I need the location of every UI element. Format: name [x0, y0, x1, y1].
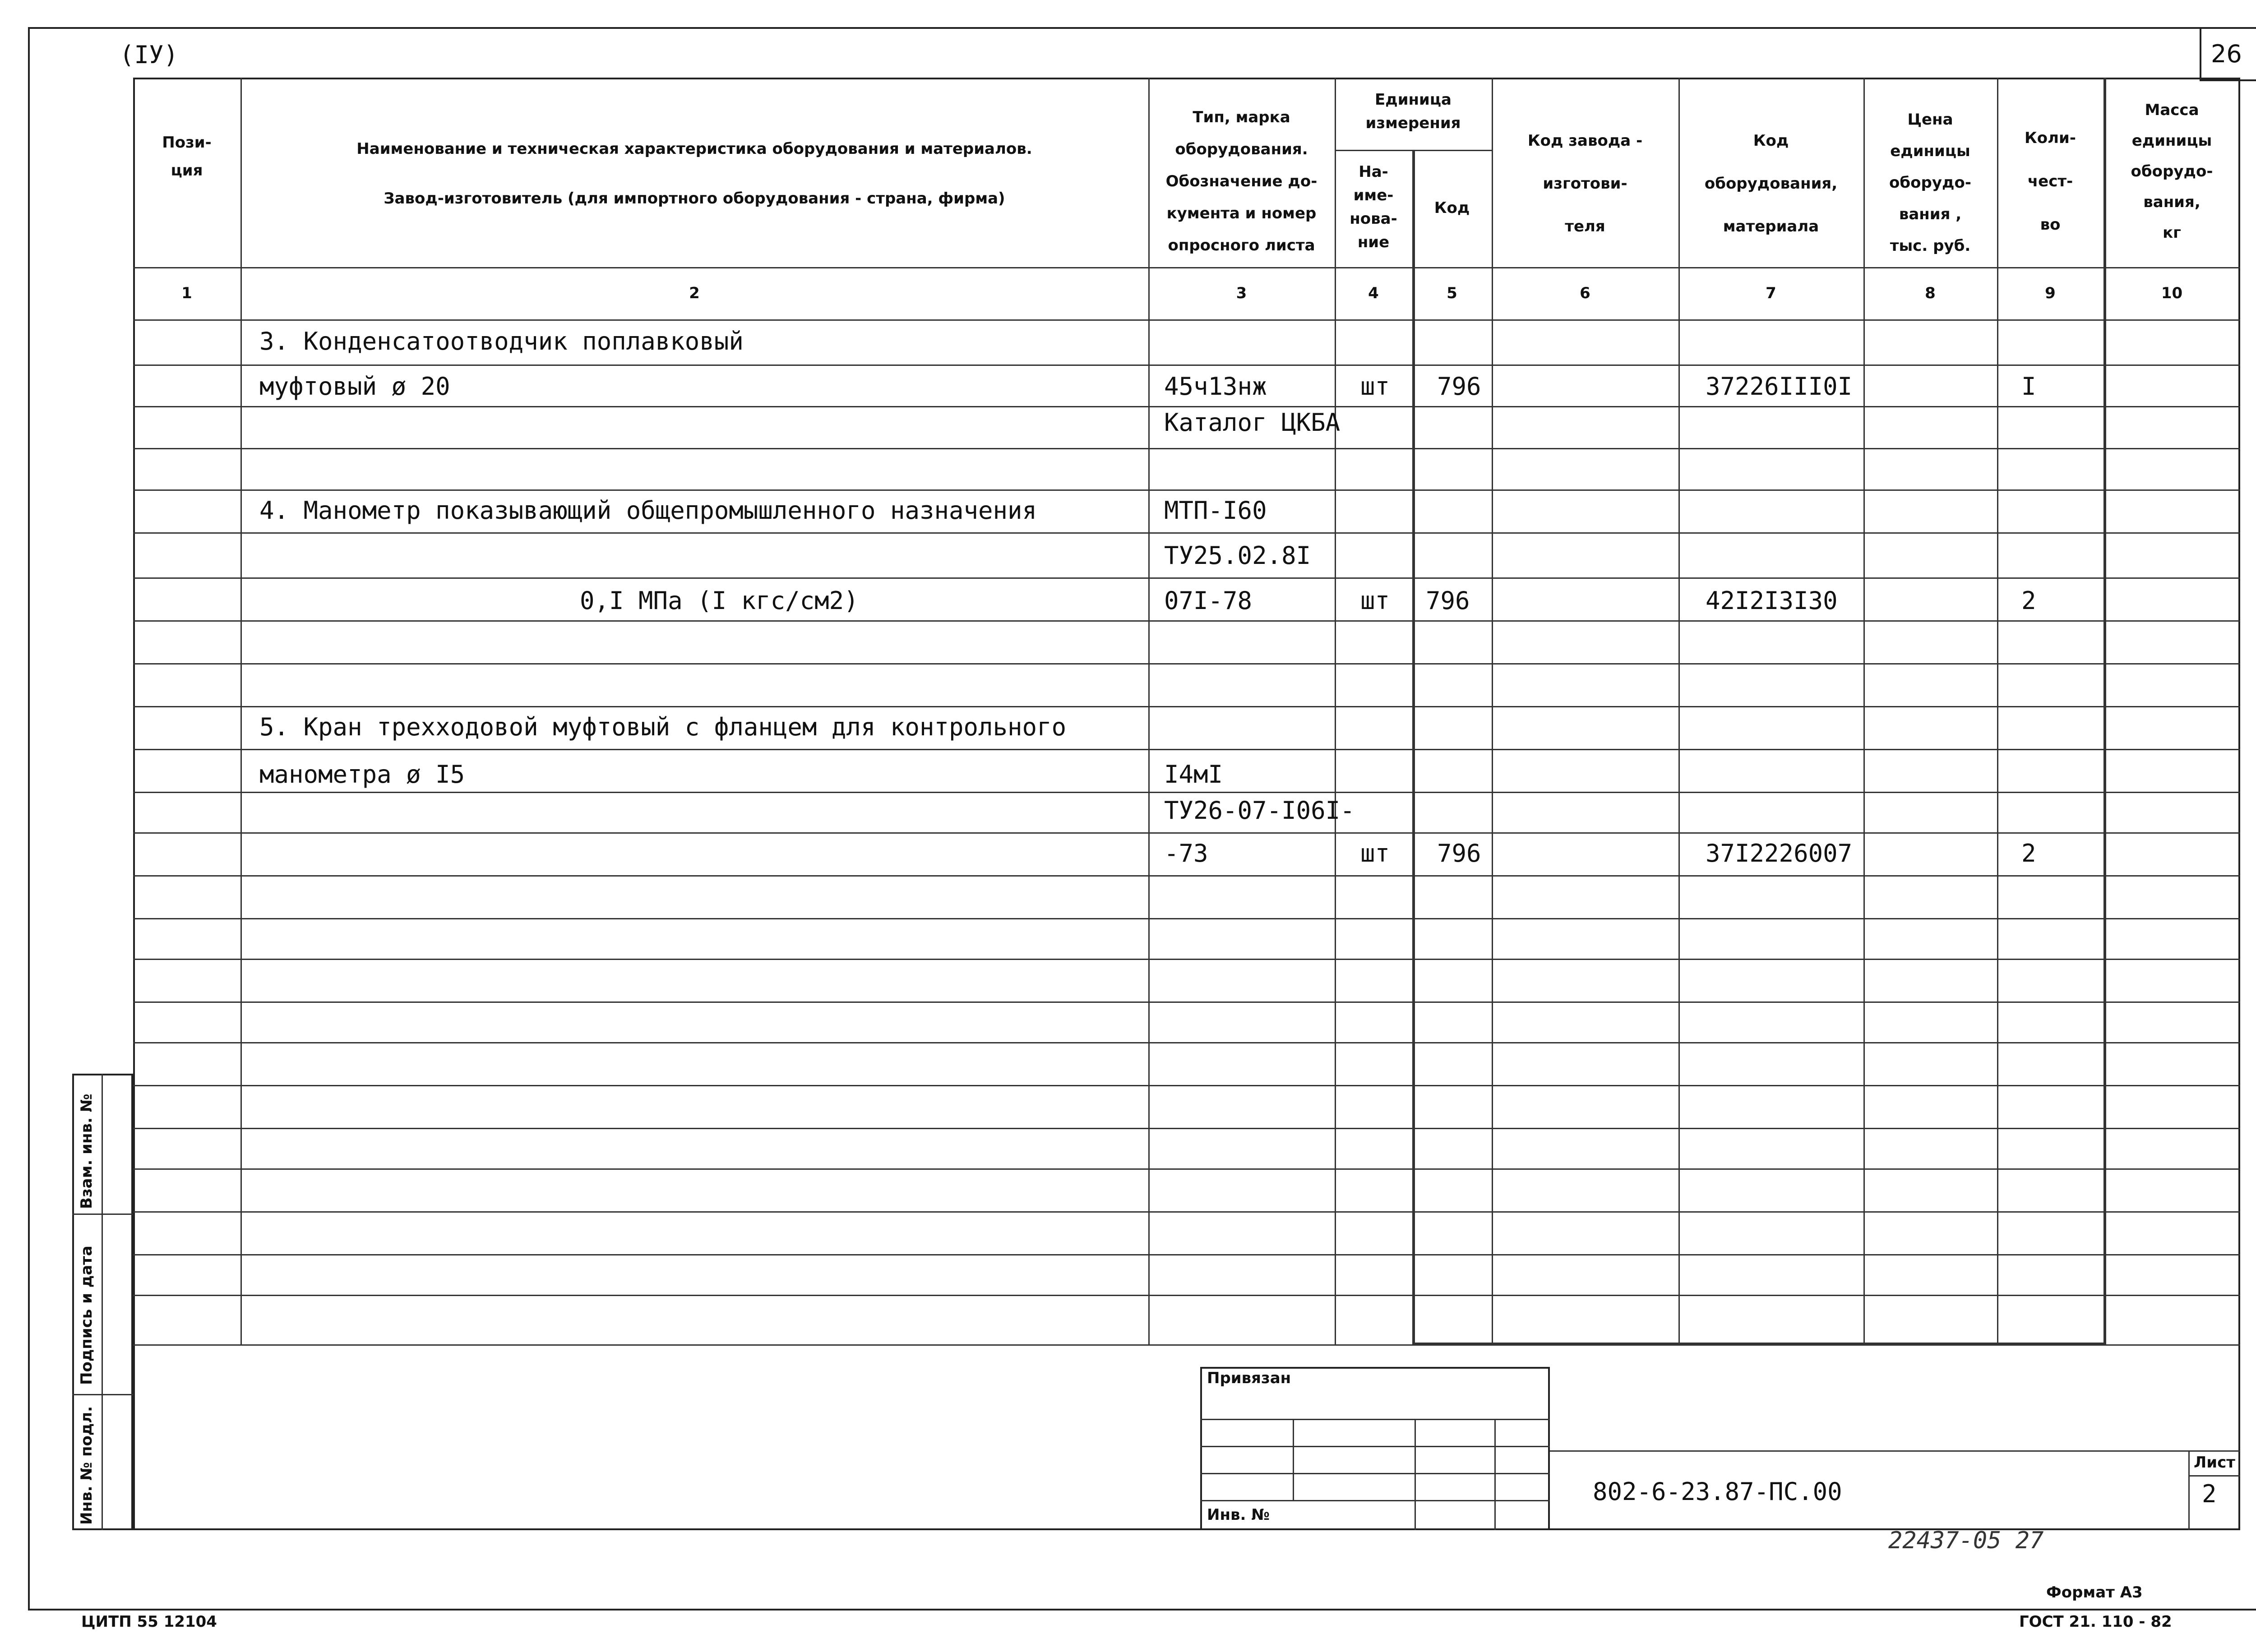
side-label-replace-inv: Взам. инв. № [78, 1094, 96, 1209]
row-code: 796 [1437, 839, 1481, 868]
privyazan-vline-2 [1415, 1419, 1416, 1530]
privyazan-line-1 [1200, 1419, 1550, 1420]
row-line [133, 918, 2240, 919]
row-type: 07I-78 [1164, 586, 1253, 615]
header-position-l1: Пози- [162, 134, 212, 152]
header-type-l2: оборудования. [1175, 140, 1308, 158]
header-bottom-line [133, 267, 2240, 268]
footer-format: Формат А3 [2046, 1583, 2143, 1601]
col-sep-3 [1335, 78, 1336, 1344]
col-number: 1 [181, 284, 192, 302]
header-qty-l1: Коли- [2025, 129, 2076, 147]
row-line [133, 1085, 2240, 1086]
header-unit-l1: Единица [1375, 91, 1452, 109]
header-name [240, 124, 1148, 223]
header-qty-l3: во [2040, 216, 2061, 234]
row-line [133, 620, 2240, 622]
header-unit-code: Код [1434, 199, 1470, 217]
inv-no-label: Инв. № [1207, 1506, 1270, 1524]
header-type [1148, 102, 1335, 262]
col-sep-1 [240, 78, 242, 1344]
row-line [133, 1211, 2240, 1213]
header-factory-code [1492, 120, 1678, 248]
header-mass-l2: единицы [2131, 132, 2212, 150]
privyazan-vline-3 [1494, 1419, 1496, 1530]
side-label-signature-date: Подпись и дата [78, 1246, 96, 1385]
row-line [133, 406, 2240, 407]
table-body-bottom [133, 1344, 2240, 1346]
header-price-l5: тыс. руб. [1890, 237, 1971, 255]
row-qty: 2 [2021, 839, 2036, 868]
row-line [133, 1168, 2240, 1170]
side-stamp-sep-2 [72, 1394, 133, 1395]
col-number: 5 [1447, 284, 1457, 302]
row-line [133, 365, 2240, 366]
header-mass-l4: вания, [2143, 193, 2201, 211]
row-unit: шт [1360, 372, 1390, 401]
row-qty: 2 [2021, 586, 2036, 615]
header-factory-l2: изготови- [1543, 175, 1627, 193]
header-mass-l3: оборудо- [2131, 162, 2213, 180]
header-position [133, 129, 240, 185]
row-name: 0,I МПа (I кгс/см2) [580, 586, 859, 615]
header-mass-l5: кг [2163, 224, 2181, 242]
row-line [133, 448, 2240, 449]
header-price-l3: оборудо- [1889, 174, 1971, 192]
header-type-l1: Тип, марка [1193, 108, 1290, 126]
header-type-l3: Обозначение до- [1165, 172, 1318, 190]
row-type: I4мI [1164, 760, 1223, 789]
header-type-l5: опросного листа [1168, 236, 1315, 254]
row-line [133, 1128, 2240, 1129]
row-name: 3. Конденсатоотводчик поплавковый [259, 327, 744, 355]
row-line [133, 577, 2240, 579]
row-line [133, 1295, 2240, 1296]
row-equip-code: 37226III0I [1706, 372, 1853, 401]
header-unit [1335, 88, 1492, 135]
row-line [133, 792, 2240, 793]
col-sep-9 [2103, 78, 2106, 1344]
row-line [133, 832, 2240, 834]
sheet-label: Лист [2194, 1454, 2235, 1472]
row-line [133, 532, 2240, 534]
col-sep-8 [1997, 78, 1998, 1344]
header-price [1863, 104, 1997, 262]
title-block-line [1550, 1450, 2240, 1452]
col-number: 7 [1766, 284, 1776, 302]
privyazan-label: Привязан [1207, 1369, 1291, 1387]
numbers-bottom-line [133, 319, 2240, 321]
row-line [133, 1042, 2240, 1043]
row-name: манометра ø I5 [259, 760, 465, 789]
sheet-number: 2 [2202, 1480, 2217, 1508]
privyazan-line-3 [1200, 1473, 1550, 1474]
row-line [133, 1001, 2240, 1003]
header-factory-l1: Код завода - [1527, 132, 1643, 150]
row-code: 796 [1437, 372, 1481, 401]
row-name: 4. Манометр показывающий общепромышленного назначения [259, 496, 1037, 525]
row-line [133, 706, 2240, 707]
row-line [133, 489, 2240, 491]
side-stamp-inner-line [102, 1074, 103, 1530]
header-unit-l2: измерения [1365, 114, 1461, 132]
col-number: 8 [1925, 284, 1936, 302]
side-label-inv-original: Инв. № подл. [78, 1406, 96, 1525]
col-number: 6 [1580, 284, 1590, 302]
header-name-l2: Завод-изготовитель (для импортного оборудования - страна, фирма) [384, 189, 1005, 208]
header-price-l1: Цена [1907, 111, 1953, 129]
document-code: 802-6-23.87-ПС.00 [1593, 1477, 1842, 1506]
col-sep-6 [1678, 78, 1680, 1344]
section-label: (IУ) [120, 41, 179, 69]
side-stamp-sep-1 [72, 1214, 133, 1215]
header-unit-name-l4: ние [1357, 233, 1390, 251]
row-line [133, 663, 2240, 664]
header-unit-name-l2: име- [1353, 186, 1394, 204]
col-number: 9 [2045, 284, 2056, 302]
header-qty-l2: чест- [2027, 172, 2073, 190]
col-sep-5 [1492, 78, 1493, 1344]
row-unit: шт [1360, 839, 1390, 868]
footer-left: ЦИТП 55 12104 [81, 1613, 217, 1631]
privyazan-line-4 [1200, 1500, 1550, 1501]
header-name-l1: Наименование и техническая характеристика оборудования и материалов. [356, 140, 1032, 158]
header-type-l4: кумента и номер [1166, 204, 1317, 222]
header-qty [1997, 116, 2103, 246]
header-price-l4: вания , [1899, 205, 1962, 223]
col-number: 4 [1368, 284, 1379, 302]
row-equip-code: 42I2I3I30 [1706, 586, 1838, 615]
col-sep-4 [1412, 150, 1415, 1344]
row-line [133, 1254, 2240, 1255]
page-number: 26 [2211, 40, 2242, 68]
row-type: ТУ26-07-I06I- [1164, 796, 1355, 825]
row-type: 45ч13нж [1164, 372, 1267, 401]
row-line [133, 959, 2240, 960]
header-position-l2: ция [171, 162, 203, 180]
col-sep-7 [1863, 78, 1865, 1344]
header-mass-l1: Масса [2145, 101, 2199, 119]
header-equip-code [1678, 120, 1863, 248]
header-equip-l3: материала [1723, 217, 1819, 235]
row-type: Каталог ЦКБА [1164, 408, 1341, 437]
row-type: МТП-I60 [1164, 496, 1267, 525]
header-equip-l2: оборудования, [1704, 175, 1838, 193]
header-factory-l3: теля [1565, 217, 1605, 235]
row-line [133, 875, 2240, 877]
header-price-l2: единицы [1890, 142, 1970, 160]
privyazan-vline-1 [1293, 1419, 1294, 1500]
privyazan-line-2 [1200, 1446, 1550, 1447]
header-unit-name-l3: нова- [1350, 210, 1397, 228]
header-unit-name [1335, 160, 1412, 254]
footer-gost: ГОСТ 21. 110 - 82 [2019, 1613, 2172, 1631]
row-type: ТУ25.02.8I [1164, 541, 1311, 570]
sheet-box-line [2188, 1450, 2190, 1530]
row-line [133, 749, 2240, 750]
header-unit-name-l1: На- [1359, 163, 1388, 181]
col-number: 2 [689, 284, 700, 302]
row-equip-code: 37I2226007 [1706, 839, 1853, 868]
handwritten-number: 22437-05 27 [1888, 1527, 2044, 1554]
row-unit: шт [1360, 586, 1390, 615]
row-name: 5. Кран трехходовой муфтовый с фланцем для контрольного [259, 713, 1067, 741]
col-number: 10 [2161, 284, 2183, 302]
col-number: 3 [1236, 284, 1247, 302]
row-name: муфтовый ø 20 [259, 372, 450, 401]
row-type: -73 [1164, 839, 1208, 868]
row-code: 796 [1426, 586, 1470, 615]
col-sep-2 [1148, 78, 1150, 1344]
header-equip-l1: Код [1753, 132, 1789, 150]
header-mass [2103, 95, 2240, 248]
sheet-box-mid [2188, 1475, 2240, 1477]
row-qty: I [2021, 372, 2036, 401]
